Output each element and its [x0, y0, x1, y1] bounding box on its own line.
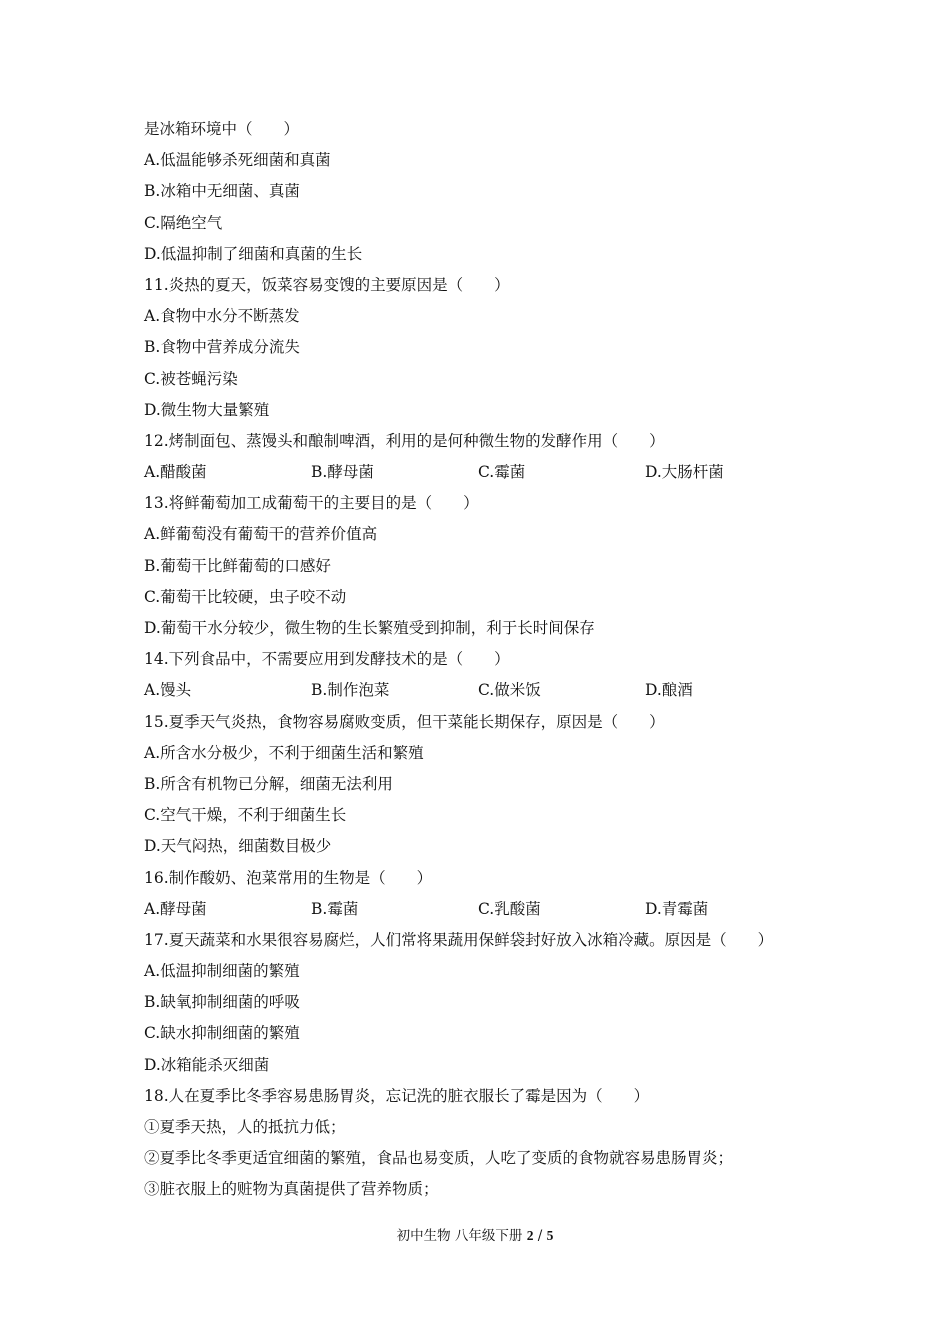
option-line: C.隔绝空气: [144, 213, 223, 232]
page-total: 5: [546, 1228, 554, 1243]
option-line: A.食物中水分不断蒸发: [144, 307, 300, 326]
option-line: A.鲜葡萄没有葡萄干的营养价值高: [144, 525, 378, 544]
option-line: B.缺氧抑制细菌的呼吸: [144, 993, 300, 1012]
footer-label: 初中生物 八年级下册: [396, 1228, 523, 1244]
question-13: 13.将鲜葡萄加工成葡萄干的主要目的是（ ）: [144, 494, 479, 513]
option-line: C.空气干燥，不利于细菌生长: [144, 806, 347, 825]
option-b: B.酵母菌: [311, 463, 374, 482]
question-17: 17.夏天蔬菜和水果很容易腐烂，人们常将果蔬用保鲜袋封好放入冰箱冷藏。原因是（ ）: [144, 930, 774, 949]
question-15: 15.夏季天气炎热，食物容易腐败变质，但干菜能长期保存，原因是（ ）: [144, 712, 665, 731]
option-line: D.冰箱能杀灭细菌: [144, 1055, 270, 1074]
option-line: D.微生物大量繁殖: [144, 400, 270, 419]
option-line: D.天气闷热，细菌数目极少: [144, 837, 332, 856]
option-a: A.醋酸菌: [144, 463, 207, 482]
statement-line: ①夏季天热，人的抵抗力低；: [144, 1118, 346, 1136]
option-line: D.低温抑制了细菌和真菌的生长: [144, 244, 363, 263]
question-11: 11.炎热的夏天，饭菜容易变馊的主要原因是（ ）: [144, 275, 510, 294]
option-line: C.缺水抑制细菌的繁殖: [144, 1024, 300, 1043]
question-18: 18.人在夏季比冬季容易患肠胃炎，忘记洗的脏衣服长了霉是因为（ ）: [144, 1086, 650, 1105]
q12-options-row: [144, 457, 824, 488]
statement-line: ③脏衣服上的赃物为真菌提供了营养物质；: [144, 1180, 439, 1199]
option-line: B.葡萄干比鲜葡萄的口感好: [144, 556, 331, 575]
option-b: B.霉菌: [311, 899, 359, 918]
option-line: C.被苍蝇污染: [144, 369, 238, 388]
page-footer: [0, 1224, 950, 1244]
question-16: 16.制作酸奶、泡菜常用的生物是（ ）: [144, 868, 433, 887]
option-a: A.馒头: [144, 681, 192, 700]
option-line: A.所含水分极少，不利于细菌生活和繁殖: [144, 743, 424, 762]
page-number: 2: [526, 1228, 534, 1243]
option-d: D.青霉菌: [645, 899, 709, 918]
option-b: B.制作泡菜: [311, 681, 390, 700]
question-12: 12.烤制面包、蒸馒头和酿制啤酒，利用的是何种微生物的发酵作用（ ）: [144, 431, 665, 450]
option-line: B.所含有机物已分解，细菌无法利用: [144, 774, 393, 793]
text-line: 是冰箱环境中（ ）: [144, 120, 300, 138]
option-line: B.冰箱中无细菌、真菌: [144, 182, 300, 201]
option-line: D.葡萄干水分较少，微生物的生长繁殖受到抑制，利于长时间保存: [144, 619, 595, 637]
statement-line: ②夏季比冬季更适宜细菌的繁殖，食品也易变质，人吃了变质的食物就容易患肠胃炎；: [144, 1149, 734, 1168]
option-line: B.食物中营养成分流失: [144, 338, 300, 357]
option-line: A.低温抑制细菌的繁殖: [144, 962, 300, 981]
option-c: C.做米饭: [478, 681, 541, 700]
option-d: D.酿酒: [645, 681, 693, 700]
page-separator: /: [537, 1228, 543, 1244]
option-a: A.酵母菌: [144, 899, 207, 918]
question-14: 14.下列食品中，不需要应用到发酵技术的是（ ）: [144, 650, 510, 669]
option-line: C.葡萄干比较硬，虫子咬不动: [144, 587, 347, 606]
option-c: C.霉菌: [478, 463, 526, 482]
option-line: A.低温能够杀死细菌和真菌: [144, 151, 331, 170]
option-c: C.乳酸菌: [478, 899, 541, 918]
q16-options-row: [144, 894, 824, 925]
question-body: [144, 114, 824, 1206]
q14-options-row: [144, 675, 824, 706]
option-d: D.大肠杆菌: [645, 463, 724, 482]
